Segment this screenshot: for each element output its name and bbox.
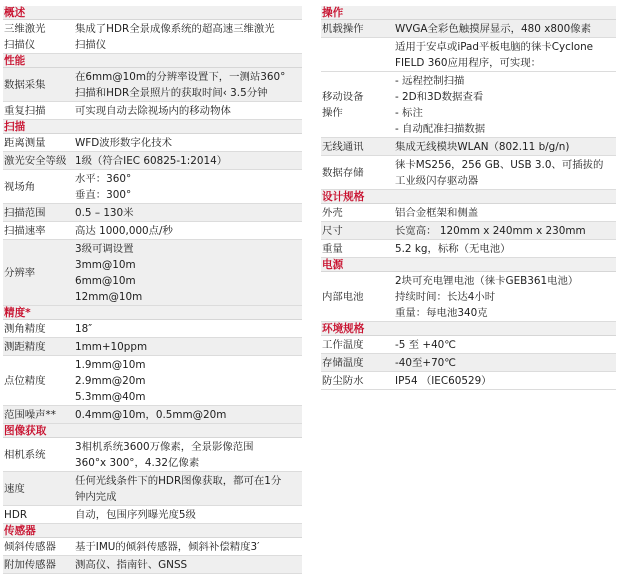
spec-label-text: 扫描速率 (4, 224, 46, 237)
spec-value-line: 工业级闪存驱动器 (395, 175, 479, 187)
spec-row (321, 156, 616, 190)
spec-label (3, 240, 75, 305)
spec-section (3, 524, 302, 574)
spec-row (321, 272, 616, 322)
section-title: 扫描 (3, 120, 302, 134)
spec-value-line: WVGA全彩色触摸屏显示，480 x800像素 (395, 23, 591, 35)
spec-section (3, 306, 302, 424)
spec-row (3, 472, 302, 506)
spec-value-line: 2.9mm@20m (75, 375, 146, 387)
spec-values (395, 272, 616, 321)
spec-values (395, 336, 616, 353)
spec-row (3, 556, 302, 574)
spec-row (3, 152, 302, 170)
spec-value-line: 长宽高： 120mm x 240mm x 230mm (395, 225, 586, 237)
spec-value-line: 铝合金框架和侧盖 (395, 207, 479, 219)
spec-label-text: 内部电池 (322, 290, 364, 303)
spec-value-line: 0.4mm@10m，0.5mm@20m (75, 409, 227, 421)
spec-row (321, 336, 616, 354)
spec-values (75, 320, 302, 337)
spec-values (75, 20, 302, 53)
spec-label-text: 机载操作 (322, 22, 364, 35)
spec-section (3, 6, 302, 54)
spec-label (321, 204, 395, 221)
section-title: 传感器 (3, 524, 302, 538)
section-title: 环境规格 (321, 322, 616, 336)
spec-label (3, 556, 75, 573)
spec-value-line: 5.3mm@40m (75, 391, 146, 403)
spec-row (321, 204, 616, 222)
spec-values (395, 138, 616, 155)
spec-label (3, 320, 75, 337)
spec-value-line: 测高仪、指南针、GNSS (75, 559, 188, 571)
spec-values (75, 68, 302, 101)
spec-value-line: 徕卡MS256，256 GB、USB 3.0、可插拔的 (395, 159, 604, 171)
spec-label-text: 数据存储 (322, 166, 364, 179)
spec-row (321, 222, 616, 240)
spec-label (321, 156, 395, 189)
spec-label-text: 分辨率 (4, 266, 36, 279)
spec-value-line: 任何光线条件下的HDR图像获取，都可在1分 (75, 475, 282, 487)
spec-values (395, 222, 616, 239)
spec-value-line: 3mm@10m (75, 259, 136, 271)
spec-label (3, 134, 75, 151)
spec-label (321, 272, 395, 321)
spec-row (3, 134, 302, 152)
spec-value-line: 5.2 kg，标称（无电池） (395, 243, 511, 255)
spec-value-line: 3相机系统3600万像素，全景影像范围 (75, 441, 254, 453)
spec-section (321, 190, 616, 258)
spec-value-line: 6mm@10m (75, 275, 136, 287)
spec-section (321, 6, 616, 190)
spec-value-line: 1.9mm@10m (75, 359, 146, 371)
spec-values (75, 152, 302, 169)
spec-label (321, 222, 395, 239)
spec-label (321, 240, 395, 257)
spec-value-line: -40至+70℃ (395, 357, 456, 369)
spec-row (321, 20, 616, 38)
spec-row (3, 20, 302, 54)
spec-label (3, 222, 75, 239)
section-title: 精度* (3, 306, 302, 320)
spec-value-line: 3级可调设置 (75, 243, 134, 255)
spec-values (75, 240, 302, 305)
spec-values (395, 204, 616, 221)
spec-values (395, 156, 616, 189)
spec-row (3, 438, 302, 472)
spec-label (321, 72, 395, 137)
spec-label (321, 372, 395, 389)
section-title: 性能 (3, 54, 302, 68)
spec-label (3, 152, 75, 169)
spec-row (321, 372, 616, 390)
left-spec-column (3, 6, 302, 574)
spec-value-line: 水平：360° (75, 173, 132, 185)
spec-label (3, 338, 75, 355)
spec-label-text: 相机系统 (4, 448, 46, 461)
spec-label-text: 点位精度 (4, 374, 46, 387)
section-title: 设计规格 (321, 190, 616, 204)
spec-value-line: 适用于安卓或iPad平板电脑的徕卡Cyclone (395, 41, 594, 53)
spec-label-text: 移动设备 操作 (322, 90, 364, 119)
spec-values (75, 102, 302, 119)
spec-section (3, 120, 302, 306)
spec-row (321, 138, 616, 156)
spec-values (75, 134, 302, 151)
section-title: 概述 (3, 6, 302, 20)
spec-values (75, 406, 302, 423)
spec-values (395, 354, 616, 371)
spec-label (3, 472, 75, 505)
spec-label-text: HDR (4, 508, 28, 521)
section-title: 图像获取 (3, 424, 302, 438)
spec-label (321, 38, 395, 71)
spec-value-line: 扫描和HDR全景照片的获取时间‹ 3.5分钟 (75, 87, 268, 99)
spec-row (3, 338, 302, 356)
spec-label-text: 测距精度 (4, 340, 46, 353)
spec-row (321, 354, 616, 372)
spec-label-text: 存储温度 (322, 356, 364, 369)
spec-value-line: 垂直：300° (75, 189, 132, 201)
spec-row (3, 204, 302, 222)
spec-label-text: 数据采集 (4, 78, 46, 91)
spec-row (3, 406, 302, 424)
spec-values (75, 556, 302, 573)
spec-label-text: 三维激光 扫描仪 (4, 22, 46, 51)
spec-label (3, 20, 75, 53)
spec-value-line: 扫描仪 (75, 39, 107, 51)
spec-row (321, 240, 616, 258)
spec-values (395, 38, 616, 71)
spec-label (3, 204, 75, 221)
spec-values (395, 240, 616, 257)
spec-value-line: WFD波形数字化技术 (75, 137, 172, 149)
spec-value-line: 自动，包围序列曝光度5级 (75, 509, 196, 521)
spec-value-line: 2块可充电锂电池（徕卡GEB361电池） (395, 275, 579, 287)
spec-row (3, 538, 302, 556)
spec-label (321, 354, 395, 371)
spec-label (3, 170, 75, 203)
spec-value-line: 钟内完成 (75, 491, 117, 503)
spec-values (75, 338, 302, 355)
spec-label-text: 防尘防水 (322, 374, 364, 387)
spec-label-text: 外壳 (322, 206, 343, 219)
spec-row (321, 38, 616, 72)
spec-value-line: 在6mm@10m的分辨率设置下，一测站360° (75, 71, 286, 83)
spec-value-line: 集成无线模块WLAN（802.11 b/g/n) (395, 141, 570, 153)
spec-label-text: 速度 (4, 482, 25, 495)
spec-values (75, 170, 302, 203)
spec-values (75, 472, 302, 505)
spec-value-line: 360°x 300°，4.32亿像素 (75, 457, 200, 469)
spec-value-line: 1级（符合IEC 60825-1:2014） (75, 155, 228, 167)
spec-value-line: - 标注 (395, 107, 423, 119)
spec-values (75, 506, 302, 523)
section-title: 操作 (321, 6, 616, 20)
spec-row (3, 240, 302, 306)
spec-value-line: 基于IMU的倾斜传感器，倾斜补偿精度3′ (75, 541, 260, 553)
spec-label (3, 438, 75, 471)
spec-value-line: FIELD 360应用程序，可实现： (395, 57, 542, 69)
spec-label-text: 测角精度 (4, 322, 46, 335)
spec-row (3, 506, 302, 524)
spec-row (3, 222, 302, 240)
spec-label-text: 范围噪声** (4, 408, 56, 421)
spec-section (321, 322, 616, 390)
spec-value-line: 重量：每电池340克 (395, 307, 488, 319)
spec-values (75, 356, 302, 405)
spec-label (3, 538, 75, 555)
spec-values (75, 438, 302, 471)
spec-label (3, 102, 75, 119)
spec-value-line: -5 至 +40℃ (395, 339, 456, 351)
spec-label-text: 工作温度 (322, 338, 364, 351)
spec-label (3, 68, 75, 101)
spec-values (75, 538, 302, 555)
spec-value-line: 集成了HDR全景成像系统的超高速三维激光 (75, 23, 275, 35)
spec-row (3, 102, 302, 120)
spec-value-line: - 自动配准扫描数据 (395, 123, 486, 135)
spec-label-text: 扫描范围 (4, 206, 46, 219)
spec-values (75, 222, 302, 239)
spec-row (3, 356, 302, 406)
right-spec-column (321, 6, 616, 390)
spec-section (321, 258, 616, 322)
spec-label-text: 倾斜传感器 (4, 540, 56, 553)
spec-label (321, 138, 395, 155)
spec-label (321, 336, 395, 353)
section-title: 电源 (321, 258, 616, 272)
spec-value-line: IP54 （IEC60529） (395, 375, 492, 387)
spec-label-text: 附加传感器 (4, 558, 56, 571)
spec-value-line: 可实现自动去除视场内的移动物体 (75, 105, 231, 117)
spec-values (395, 372, 616, 389)
spec-value-line: 18″ (75, 323, 93, 335)
spec-values (75, 204, 302, 221)
spec-value-line: - 2D和3D数据查看 (395, 91, 484, 103)
spec-value-line: 高达 1000,000点/秒 (75, 225, 173, 237)
spec-label-text: 视场角 (4, 180, 36, 193)
spec-row (3, 320, 302, 338)
spec-value-line: 12mm@10m (75, 291, 143, 303)
spec-label-text: 尺寸 (322, 224, 343, 237)
spec-label (3, 356, 75, 405)
spec-label-text: 激光安全等级 (4, 154, 67, 167)
spec-section (3, 54, 302, 120)
spec-row (321, 72, 616, 138)
spec-label (3, 406, 75, 423)
spec-section (3, 424, 302, 524)
spec-value-line: 1mm+10ppm (75, 341, 148, 353)
spec-value-line: 持续时间：长达4小时 (395, 291, 496, 303)
spec-row (3, 170, 302, 204)
spec-row (3, 68, 302, 102)
spec-label (3, 506, 75, 523)
spec-label-text: 距离测量 (4, 136, 46, 149)
spec-value-line: 0.5 – 130米 (75, 207, 134, 219)
spec-label-text: 无线通讯 (322, 140, 364, 153)
spec-label-text: 重复扫描 (4, 104, 46, 117)
spec-values (395, 72, 616, 137)
spec-values (395, 20, 616, 37)
spec-label-text: 重量 (322, 242, 343, 255)
spec-label (321, 20, 395, 37)
spec-value-line: - 远程控制扫描 (395, 75, 465, 87)
